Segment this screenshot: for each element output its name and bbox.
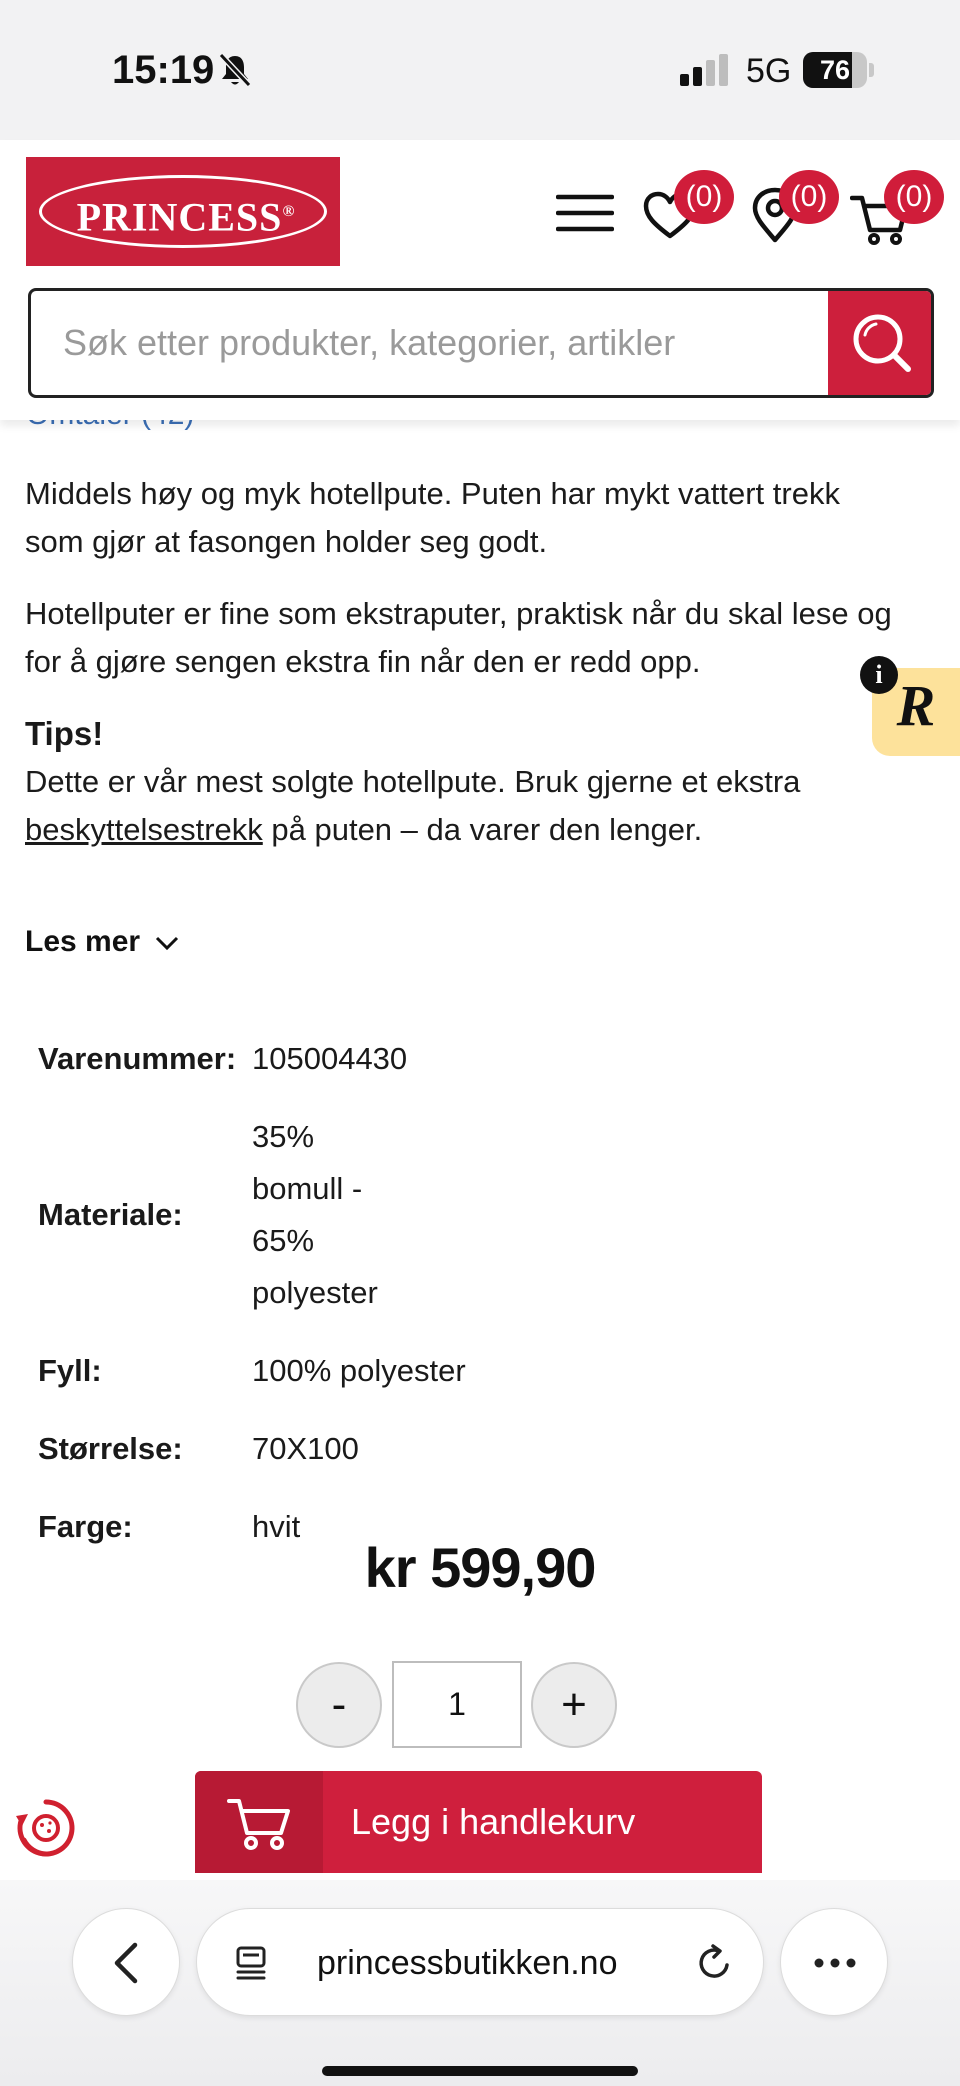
stores-button[interactable] — [745, 180, 828, 246]
product-price: kr 599,90 — [364, 1536, 596, 1599]
status-bar — [0, 0, 960, 140]
spec-label: Varenummer: — [38, 1041, 237, 1076]
review-widget-logo: R — [896, 673, 936, 738]
reload-icon[interactable] — [695, 1943, 735, 1983]
spec-value: 70X100 — [252, 1431, 359, 1466]
add-to-cart-label: Legg i handlekurv — [351, 1801, 636, 1842]
spec-row — [38, 1332, 678, 1410]
url-text: princessbutikken.no — [317, 1944, 618, 1982]
spec-value: 105004430 — [252, 1041, 408, 1076]
protective-cover-link[interactable]: beskyttelsestrekk — [25, 812, 263, 847]
status-time: 15:19 — [112, 48, 215, 92]
spec-label: Materiale: — [38, 1197, 183, 1232]
spec-label: Farge: — [38, 1509, 133, 1544]
quantity-input[interactable] — [392, 1661, 522, 1748]
spec-value: 35% bomull - 65% polyester — [252, 1119, 378, 1310]
spec-label: Størrelse: — [38, 1431, 183, 1466]
tips-paragraph — [25, 758, 905, 854]
wishlist-count-badge: (0) — [674, 170, 734, 224]
menu-icon[interactable] — [556, 192, 614, 234]
description-paragraph-2: Hotellputer er fine som ekstraputer, praktisk når du skal lese og for å gjøre sengen ekstra fin når den er redd opp. — [25, 596, 892, 679]
spec-table — [38, 1020, 678, 1566]
search-bar — [28, 288, 934, 398]
quantity-decrease-button[interactable]: - — [296, 1662, 382, 1748]
tips-text-start: Dette er vår mest solgte hotellpute. Bruk gjerne et ekstra — [25, 764, 801, 799]
quantity-increase-button[interactable]: + — [531, 1662, 617, 1748]
browser-back-button[interactable] — [72, 1908, 180, 2016]
address-bar[interactable] — [196, 1908, 764, 2016]
battery-percent: 76 — [819, 55, 851, 85]
spec-label: Fyll: — [38, 1353, 102, 1388]
wishlist-button[interactable] — [640, 180, 723, 246]
spec-row — [38, 1410, 678, 1488]
spec-value: 100% polyester — [252, 1353, 466, 1388]
page-menu-icon[interactable] — [231, 1943, 271, 1983]
chevron-left-icon — [73, 1909, 181, 2017]
info-icon[interactable]: i — [860, 656, 898, 694]
battery-indicator — [803, 52, 873, 88]
tips-heading: Tips! — [25, 715, 104, 752]
more-dots-icon — [781, 1909, 889, 2017]
product-description — [25, 470, 905, 878]
cookie-consent-icon[interactable] — [14, 1796, 78, 1860]
cart-icon — [195, 1771, 323, 1873]
chevron-down-icon — [154, 934, 180, 952]
tips-text-end: på puten – da varer den lenger. — [262, 812, 703, 847]
add-to-cart-icon-box — [195, 1771, 323, 1873]
spec-value: hvit — [252, 1509, 301, 1544]
search-input[interactable] — [31, 291, 828, 395]
read-more-label: Les mer — [25, 925, 141, 958]
browser-more-button[interactable] — [780, 1908, 888, 2016]
spec-row — [38, 1098, 678, 1332]
spec-row — [38, 1020, 678, 1098]
network-label: 5G — [746, 52, 792, 90]
signal-icon — [680, 54, 730, 86]
search-icon — [828, 291, 934, 395]
princess-logo[interactable] — [26, 157, 340, 266]
search-button[interactable] — [828, 291, 934, 395]
logo-text: PRINCESS — [76, 194, 283, 240]
logo-registered-mark: ® — [282, 203, 296, 220]
cart-button[interactable] — [850, 180, 933, 246]
site-header — [0, 140, 960, 420]
home-indicator — [322, 2066, 638, 2076]
stores-count-badge: (0) — [779, 170, 839, 224]
description-paragraph-1: Middels høy og myk hotellpute. Puten har mykt vattert trekk som gjør at fasongen holder seg godt. — [25, 476, 840, 559]
read-more-toggle[interactable] — [25, 925, 180, 959]
browser-toolbar — [0, 1880, 960, 2086]
cart-count-badge: (0) — [884, 170, 944, 224]
bell-muted-icon — [218, 52, 252, 88]
add-to-cart-button[interactable] — [195, 1771, 762, 1873]
